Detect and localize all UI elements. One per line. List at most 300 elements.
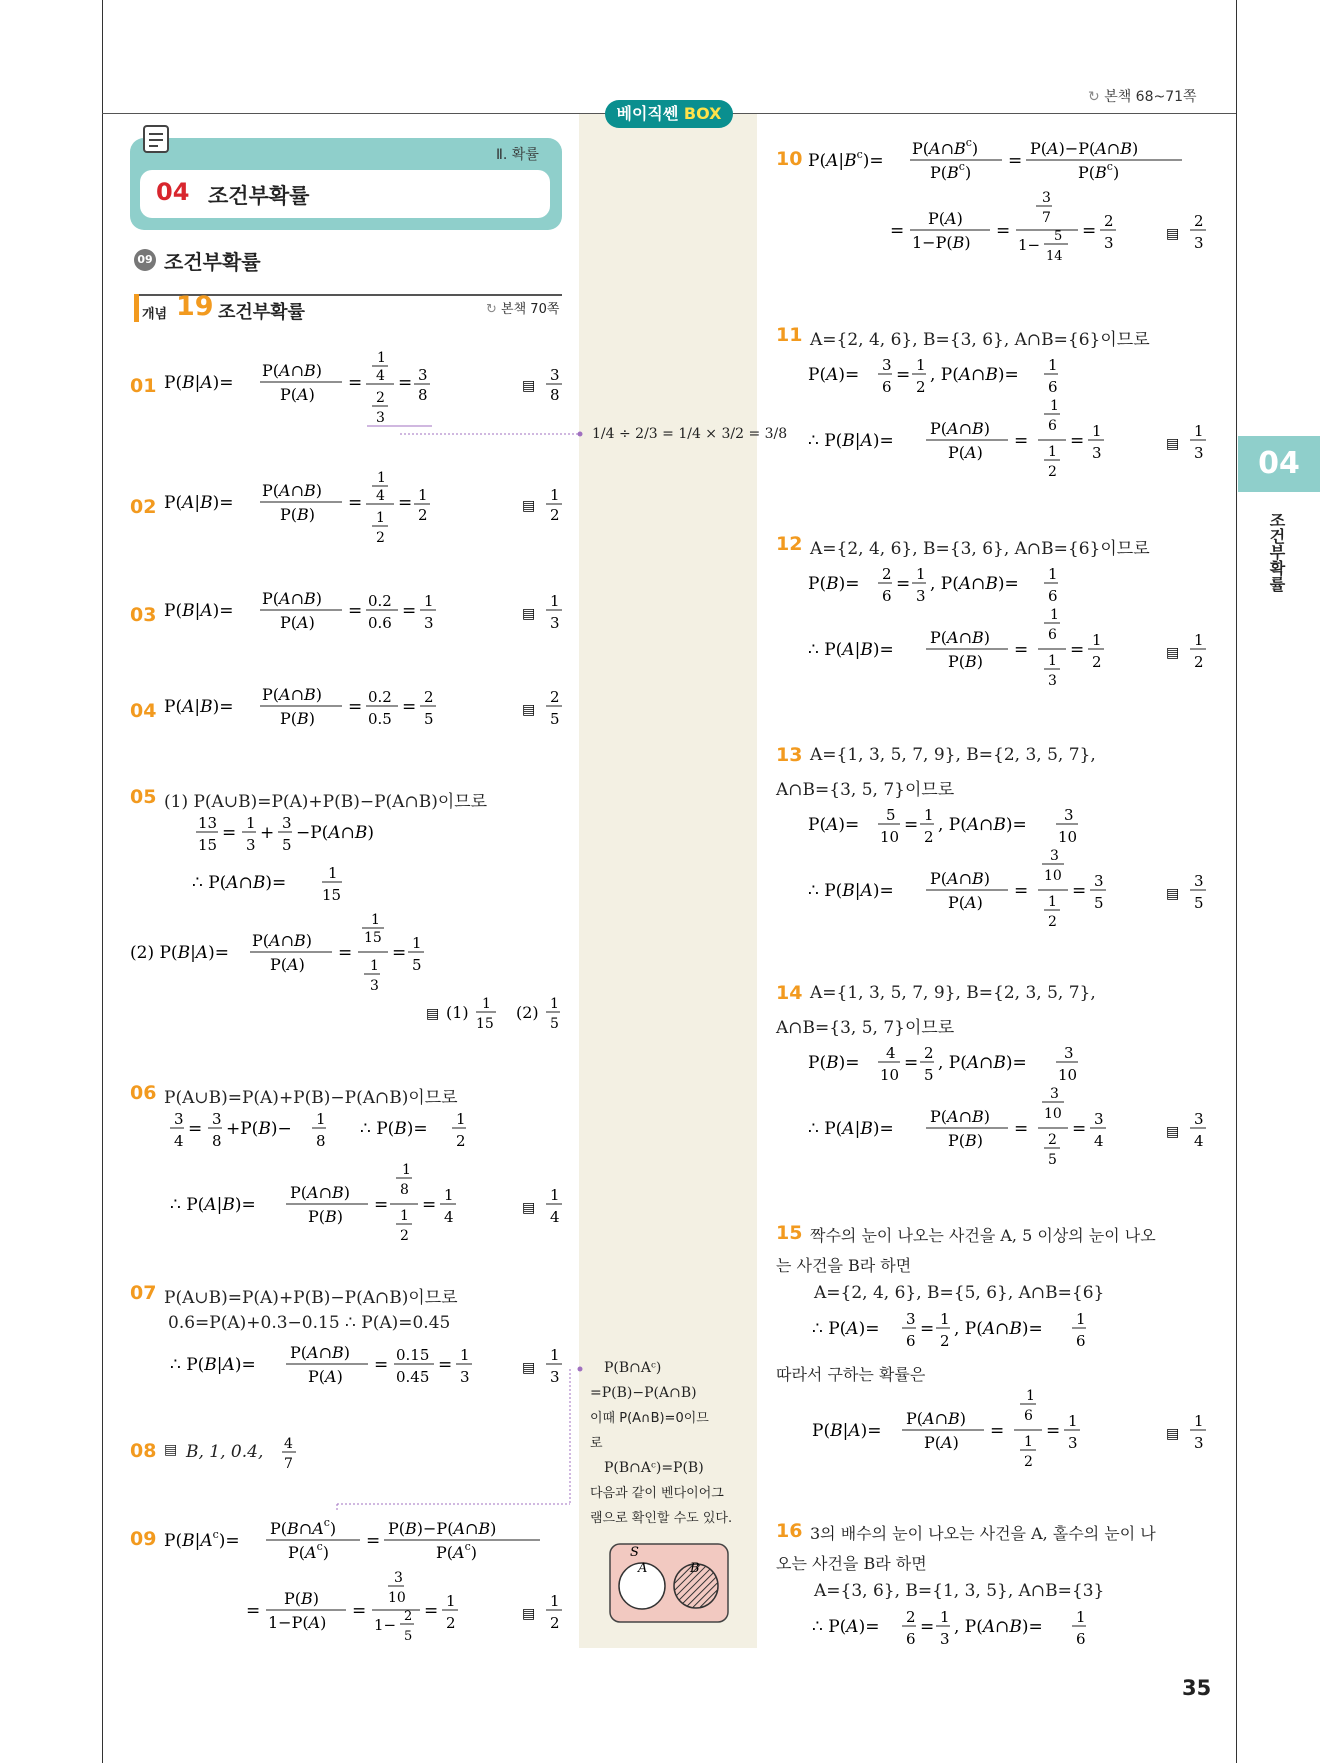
svg-text:▤: ▤ [1166,645,1180,661]
svg-text:P(A∩B): P(A∩B) [290,1183,350,1202]
svg-text:P(B): P(B) [280,505,316,524]
svg-text:2: 2 [916,378,926,396]
problem-number: 16 [776,1520,803,1542]
problem-number: 02 [130,496,157,518]
svg-text:6: 6 [882,587,892,605]
svg-text:P(A∩B): P(A∩B) [930,419,990,438]
svg-text:=: = [904,815,919,835]
svg-text:1: 1 [1050,398,1059,414]
svg-text:, P(A∩B)=: , P(A∩B)= [954,1617,1043,1637]
svg-text:=: = [392,943,407,963]
problem-08-fraction [280,1434,300,1474]
svg-text:1: 1 [412,934,422,952]
svg-text:5: 5 [1094,894,1104,912]
problem-number: 04 [130,700,157,722]
note-line: P(B∩Aᶜ)=P(B) [604,1460,704,1476]
svg-text:P(A): P(A) [280,613,315,632]
svg-text:1: 1 [456,1110,466,1128]
venn-label-a: A [638,1561,648,1576]
chapter-title: 조건부확률 [208,184,310,208]
svg-text:1: 1 [550,1592,560,1610]
svg-text:P(B): P(B) [948,652,984,671]
svg-text:1: 1 [550,996,559,1012]
problem-number: 14 [776,982,803,1004]
svg-text:8: 8 [550,386,560,404]
svg-text:2: 2 [1092,653,1102,671]
box-note-division: 1/4 ÷ 2/3 = 1/4 × 3/2 = 3/8 [592,426,788,442]
problem-06-line-1: P(A∪B)=P(A)+P(B)−P(A∩B)이므로 [164,1088,458,1108]
refresh-icon: ↻ [1088,89,1100,105]
svg-text:3: 3 [906,1310,916,1328]
svg-text:=: = [424,1601,439,1621]
svg-text:1: 1 [1050,607,1059,623]
venn-diagram [608,1536,732,1626]
svg-text:1: 1 [1048,894,1057,910]
svg-text:1: 1 [460,1346,470,1364]
svg-text:7: 7 [284,1456,293,1472]
note-line: 로 [590,1436,603,1451]
problem-08-answer [164,1434,304,1474]
svg-text:6: 6 [1048,378,1058,396]
svg-text:(2) P(B|A)=: (2) P(B|A)= [130,943,229,963]
svg-text:=: = [366,1531,381,1551]
svg-text:=: = [188,1119,203,1139]
svg-text:1: 1 [1194,1412,1204,1430]
note-line: =P(B)−P(A∩B) [590,1385,697,1401]
svg-text:8: 8 [212,1132,222,1150]
svg-text:1: 1 [916,565,926,583]
svg-text:P(B): P(B) [308,1207,344,1226]
venn-label-s: S [630,1545,639,1560]
svg-text:15: 15 [198,836,218,854]
svg-text:=: = [1014,1119,1029,1139]
svg-text:4: 4 [376,488,385,504]
svg-text:10: 10 [1058,1066,1078,1084]
svg-text:4: 4 [444,1208,454,1226]
svg-text:P(A∩B): P(A∩B) [262,589,322,608]
svg-text:P(B|Ac)=: $P(B|A^c)=$ [164,1528,240,1551]
svg-text:=: = [422,1195,437,1215]
problem-number: 15 [776,1222,803,1244]
svg-text:1: 1 [328,864,338,882]
svg-text:1: 1 [550,1186,560,1204]
svg-text:3: 3 [1194,1110,1204,1128]
problem-15-formula-2 [806,1386,1226,1516]
svg-text:5: 5 [282,836,292,854]
venn-label-b: B [690,1561,700,1576]
svg-text:3: 3 [460,1368,470,1386]
svg-text:1: 1 [377,470,386,486]
svg-text:6: 6 [1048,627,1057,643]
svg-text:P(Bc): $P(B^c)$ [1078,160,1120,182]
problem-14-formula [806,1040,1226,1170]
svg-text:3: 3 [1194,1434,1204,1452]
concept-number: 19 [176,291,214,322]
svg-text:2: 2 [1024,1454,1033,1470]
svg-text:1: 1 [371,912,380,928]
svg-text:1: 1 [246,814,256,832]
svg-text:2: 2 [1048,914,1057,930]
svg-text:3: 3 [916,587,926,605]
svg-text:2: 2 [550,688,560,706]
svg-text:0.6: 0.6 [368,614,392,632]
box-note-connector [335,1362,585,1512]
svg-text:8: 8 [316,1132,326,1150]
problem-15-line-3: A={2, 4, 6}, B={5, 6}, A∩B={6} [814,1283,1105,1303]
svg-text:=: = [374,1355,389,1375]
svg-text:=: = [896,574,911,594]
problem-08-answer-text: B, 1, 0.4, [186,1442,264,1462]
problem-13-formula [806,802,1226,932]
problem-13-line-1: A={1, 3, 5, 7, 9}, B={2, 3, 5, 7}, [810,745,1096,765]
left-border [102,0,103,1763]
svg-text:∴ P(B)=: ∴ P(B)= [360,1119,428,1139]
svg-text:P(B|A)=: P(B|A)= [812,1421,882,1441]
svg-text:P(A): P(A) [280,385,315,404]
svg-text:▤: ▤ [522,702,536,718]
svg-text:, P(A∩B)=: , P(A∩B)= [930,365,1019,385]
svg-text:10: 10 [388,1590,406,1606]
svg-text:=: = [352,1601,367,1621]
svg-text:P(A): P(A) [924,1433,959,1452]
svg-text:▤: ▤ [522,378,536,394]
concept-reference [486,298,559,317]
svg-text:2: 2 [924,828,934,846]
svg-text:=: = [348,601,363,621]
svg-text:P(B)=: P(B)= [808,1053,860,1073]
svg-text:1: 1 [1076,1608,1086,1626]
problem-number: 07 [130,1282,157,1304]
concept-label: 개념 [142,307,168,322]
svg-text:P(A∩B): P(A∩B) [906,1409,966,1428]
problem-09-formula [162,1506,582,1656]
svg-text:3: 3 [1094,1110,1104,1128]
svg-text:10: 10 [1044,1106,1062,1122]
svg-text:1: 1 [1076,1310,1086,1328]
basic-box-badge [605,100,733,128]
svg-text:3: 3 [1068,1434,1078,1452]
problem-12-line-1: A={2, 4, 6}, B={3, 6}, A∩B={6}이므로 [810,539,1150,559]
svg-text:P(Ac): $P(A^c)$ [436,1540,477,1562]
svg-text:2: 2 [1048,464,1057,480]
chapter-inner [140,170,550,218]
problem-05-line-1: (1) P(A∪B)=P(A)+P(B)−P(A∩B)이므로 [164,792,488,812]
svg-text:=: = [990,1421,1005,1441]
svg-text:10: 10 [1058,828,1078,846]
problem-number: 05 [130,786,157,808]
problem-11-line-1: A={2, 4, 6}, B={3, 6}, A∩B={6}이므로 [810,330,1150,350]
svg-text:▤: ▤ [1166,226,1180,242]
box-badge-prefix: 베이직쎈 [616,104,684,123]
svg-text:P(A∩B): P(A∩B) [262,685,322,704]
problem-05-answer [420,994,580,1044]
svg-text:3: 3 [1050,1086,1059,1102]
svg-text:P(A)=: P(A)= [808,365,860,385]
svg-text:▤: ▤ [522,1360,536,1376]
svg-text:5: 5 [550,1016,559,1032]
svg-text:6: 6 [1048,587,1058,605]
box-note-complement [590,1356,760,1531]
svg-text:1: 1 [1092,422,1102,440]
svg-text:=: = [1008,151,1023,171]
svg-text:▤: ▤ [1166,436,1180,452]
svg-text:2: 2 [376,530,385,546]
svg-text:=: = [920,1319,935,1339]
svg-text:2: 2 [404,1609,413,1624]
svg-text:=: = [920,1617,935,1637]
svg-text:2: 2 [1194,212,1204,230]
svg-text:8: 8 [400,1182,409,1198]
svg-text:1−: 1− [1018,236,1041,254]
svg-text:2: 2 [376,390,385,406]
svg-text:3: 3 [174,1110,184,1128]
svg-text:=: = [398,493,413,513]
svg-text:2: 2 [1194,653,1204,671]
problem-02-formula [162,466,582,550]
svg-text:6: 6 [1076,1332,1086,1350]
svg-text:3: 3 [418,366,428,384]
svg-text:=: = [996,221,1011,241]
svg-text:1: 1 [482,996,491,1012]
scroll-icon [138,122,174,156]
svg-text:1: 1 [1026,1388,1035,1404]
note-line: P(B∩Aᶜ) [604,1360,662,1376]
svg-text:3: 3 [550,366,560,384]
note-line: 다음과 같이 벤다이어그 [590,1486,724,1501]
svg-text:10: 10 [880,828,900,846]
svg-text:2: 2 [550,506,560,524]
svg-text:+: + [260,823,275,843]
problem-number: 11 [776,324,803,346]
svg-text:P(A∩B): P(A∩B) [290,1343,350,1362]
svg-text:4: 4 [886,1044,896,1062]
svg-text:5: 5 [924,1066,934,1084]
svg-text:P(A): P(A) [308,1367,343,1386]
svg-text:=: = [222,823,237,843]
svg-text:1: 1 [424,592,434,610]
svg-text:=: = [246,1601,261,1621]
svg-text:▤: ▤ [1166,886,1180,902]
svg-text:3: 3 [940,1630,950,1648]
svg-text:3: 3 [1048,673,1057,689]
svg-text:2: 2 [1048,1132,1057,1148]
svg-text:1: 1 [940,1310,950,1328]
svg-text:P(B): P(B) [948,1131,984,1150]
svg-text:−P(A∩B): −P(A∩B) [296,823,374,843]
problem-14-line-2: A∩B={3, 5, 7}이므로 [776,1018,955,1038]
box-badge-suffix: BOX [683,104,722,123]
problem-number: 09 [130,1528,157,1550]
svg-text:2: 2 [400,1228,409,1244]
svg-text:3: 3 [424,614,434,632]
svg-text:1: 1 [316,1110,326,1128]
svg-text:=: = [398,373,413,393]
svg-text:1: 1 [446,1592,456,1610]
svg-text:1: 1 [1024,1434,1033,1450]
part-label: Ⅱ. 확률 [496,147,539,163]
svg-text:∴ P(A|B)=: ∴ P(A|B)= [170,1195,256,1215]
svg-text:0.15: 0.15 [396,1346,430,1364]
problem-14-line-1: A={1, 3, 5, 7, 9}, B={2, 3, 5, 7}, [810,983,1096,1003]
svg-text:∴ P(B|A)=: ∴ P(B|A)= [808,431,894,451]
problem-number: 12 [776,533,803,555]
svg-text:=: = [1046,1421,1061,1441]
svg-text:1−: 1− [374,1616,397,1634]
svg-text:6: 6 [882,378,892,396]
problem-07-line-2: 0.6=P(A)+0.3−0.15 ∴ P(A)=0.45 [168,1313,451,1333]
section-number: 09 [134,249,156,271]
refresh-icon: ↻ [486,302,497,317]
problem-number: 06 [130,1082,157,1104]
svg-text:0.2: 0.2 [368,688,392,706]
svg-text:5: 5 [550,710,560,728]
svg-text:6: 6 [1048,418,1057,434]
svg-text:, P(A∩B)=: , P(A∩B)= [938,815,1027,835]
svg-text:5: 5 [412,956,422,974]
svg-text:=: = [1072,1119,1087,1139]
concept-title: 조건부확률 [218,302,305,323]
svg-text:2: 2 [940,1332,950,1350]
svg-text:P(A)−P(A∩B): P(A)−P(A∩B) [1030,139,1139,158]
svg-text:P(B∩Ac): $P(B\cap A^c)$ [270,1516,337,1538]
svg-text:3: 3 [1194,872,1204,890]
svg-text:4: 4 [550,1208,560,1226]
problem-16-line-2: 오는 사건을 B라 하면 [776,1554,927,1573]
svg-text:(1): (1) [446,1003,469,1022]
svg-text:3: 3 [212,1110,222,1128]
svg-text:P(B): P(B) [284,1589,320,1608]
svg-text:3: 3 [550,1368,560,1386]
svg-text:13: 13 [198,814,218,832]
svg-text:8: 8 [418,386,428,404]
svg-text:P(A∩B): P(A∩B) [262,361,322,380]
svg-text:4: 4 [284,1436,293,1452]
svg-text:=: = [1072,881,1087,901]
svg-text:3: 3 [1042,190,1051,206]
problem-07-line-1: P(A∪B)=P(A)+P(B)−P(A∩B)이므로 [164,1288,458,1308]
svg-text:1: 1 [1194,631,1204,649]
svg-text:=: = [1070,640,1085,660]
svg-text:=: = [1070,431,1085,451]
svg-text:▤: ▤ [522,498,536,514]
page-reference [1088,86,1197,106]
svg-text:3: 3 [1064,806,1074,824]
svg-text:5: 5 [1048,1152,1057,1168]
svg-text:1: 1 [400,1208,409,1224]
svg-text:P(A∩B): P(A∩B) [262,481,322,500]
svg-text:=: = [402,601,417,621]
svg-text:1: 1 [916,356,926,374]
svg-text:3: 3 [376,410,385,426]
svg-text:▤: ▤ [1166,1426,1180,1442]
problem-15-line-4: 따라서 구하는 확률은 [776,1365,926,1384]
svg-text:P(A)=: P(A)= [808,815,860,835]
svg-text:1: 1 [444,1186,454,1204]
svg-text:▤: ▤ [522,606,536,622]
svg-text:▤: ▤ [1166,1124,1180,1140]
svg-text:0.5: 0.5 [368,710,392,728]
problem-number: 13 [776,744,803,766]
problem-16-line-1: 3의 배수의 눈이 나오는 사건을 A, 홀수의 눈이 나 [810,1524,1156,1543]
problem-15-line-1: 짝수의 눈이 나오는 사건을 A, 5 이상의 눈이 나오 [810,1226,1156,1245]
right-border [1236,0,1237,1763]
svg-text:=: = [904,1053,919,1073]
svg-text:1: 1 [550,486,560,504]
svg-text:5: 5 [404,1629,413,1644]
svg-text:=: = [374,1195,389,1215]
svg-text:P(A): P(A) [948,893,983,912]
problem-03-formula [162,586,582,646]
svg-text:1: 1 [550,1346,560,1364]
svg-text:P(A|B)=: P(A|B)= [164,493,234,513]
svg-text:14: 14 [1046,249,1063,264]
chapter-side-tab: 04 [1238,436,1320,492]
problem-06-formula [168,1106,588,1256]
svg-text:P(B): P(B) [280,709,316,728]
svg-text:1: 1 [1092,631,1102,649]
svg-text:15: 15 [476,1016,494,1032]
svg-text:0.45: 0.45 [396,1368,430,1386]
svg-text:, P(A∩B)=: , P(A∩B)= [954,1319,1043,1339]
svg-text:3: 3 [394,1570,403,1586]
problem-16-formula [806,1604,1226,1656]
concept-tab [134,294,139,322]
svg-text:1−P(B): 1−P(B) [912,233,971,252]
problem-number: 08 [130,1440,157,1462]
svg-text:1: 1 [924,806,934,824]
chapter-number: 04 [156,178,190,206]
problem-15-line-2: 는 사건을 B라 하면 [776,1256,912,1275]
svg-text:=: = [890,221,905,241]
svg-text:+P(B)−: +P(B)− [226,1119,292,1139]
svg-text:1: 1 [1048,565,1058,583]
svg-text:3: 3 [1064,1044,1074,1062]
svg-text:, P(A∩B)=: , P(A∩B)= [938,1053,1027,1073]
svg-text:5: 5 [886,806,896,824]
svg-text:∴ P(A|B)=: ∴ P(A|B)= [808,640,894,660]
svg-text:6: 6 [906,1332,916,1350]
svg-text:3: 3 [882,356,892,374]
svg-text:10: 10 [1044,868,1062,884]
svg-text:P(B|A)=: P(B|A)= [164,601,234,621]
problem-16-line-3: A={3, 6}, B={1, 3, 5}, A∩B={3} [814,1581,1105,1601]
svg-text:3: 3 [1104,234,1114,252]
svg-text:=: = [1014,640,1029,660]
svg-text:=: = [1014,431,1029,451]
svg-text:4: 4 [174,1132,184,1150]
svg-text:P(A): P(A) [948,443,983,462]
svg-text:P(A|Bc)=: $P(A|B^c)=$ [808,148,884,171]
svg-text:10: 10 [880,1066,900,1084]
svg-text:∴ P(A|B)=: ∴ P(A|B)= [808,1119,894,1139]
svg-text:1: 1 [1048,356,1058,374]
svg-text:1: 1 [370,958,379,974]
svg-text:=: = [1014,881,1029,901]
problem-number: 03 [130,604,157,626]
svg-text:=: = [348,493,363,513]
svg-text:∴ P(B|A)=: ∴ P(B|A)= [170,1355,256,1375]
svg-text:∴ P(A)=: ∴ P(A)= [812,1617,880,1637]
svg-text:1: 1 [1194,422,1204,440]
svg-text:=: = [1082,221,1097,241]
section-title: 조건부확률 [164,250,261,274]
note-line: 램으로 확인할 수도 있다. [590,1511,733,1526]
svg-text:P(Ac): $P(A^c)$ [288,1540,329,1562]
problem-12-formula [806,561,1226,691]
svg-text:P(A∩B): P(A∩B) [930,869,990,888]
problem-10-formula [806,126,1226,276]
svg-text:7: 7 [1042,210,1051,226]
